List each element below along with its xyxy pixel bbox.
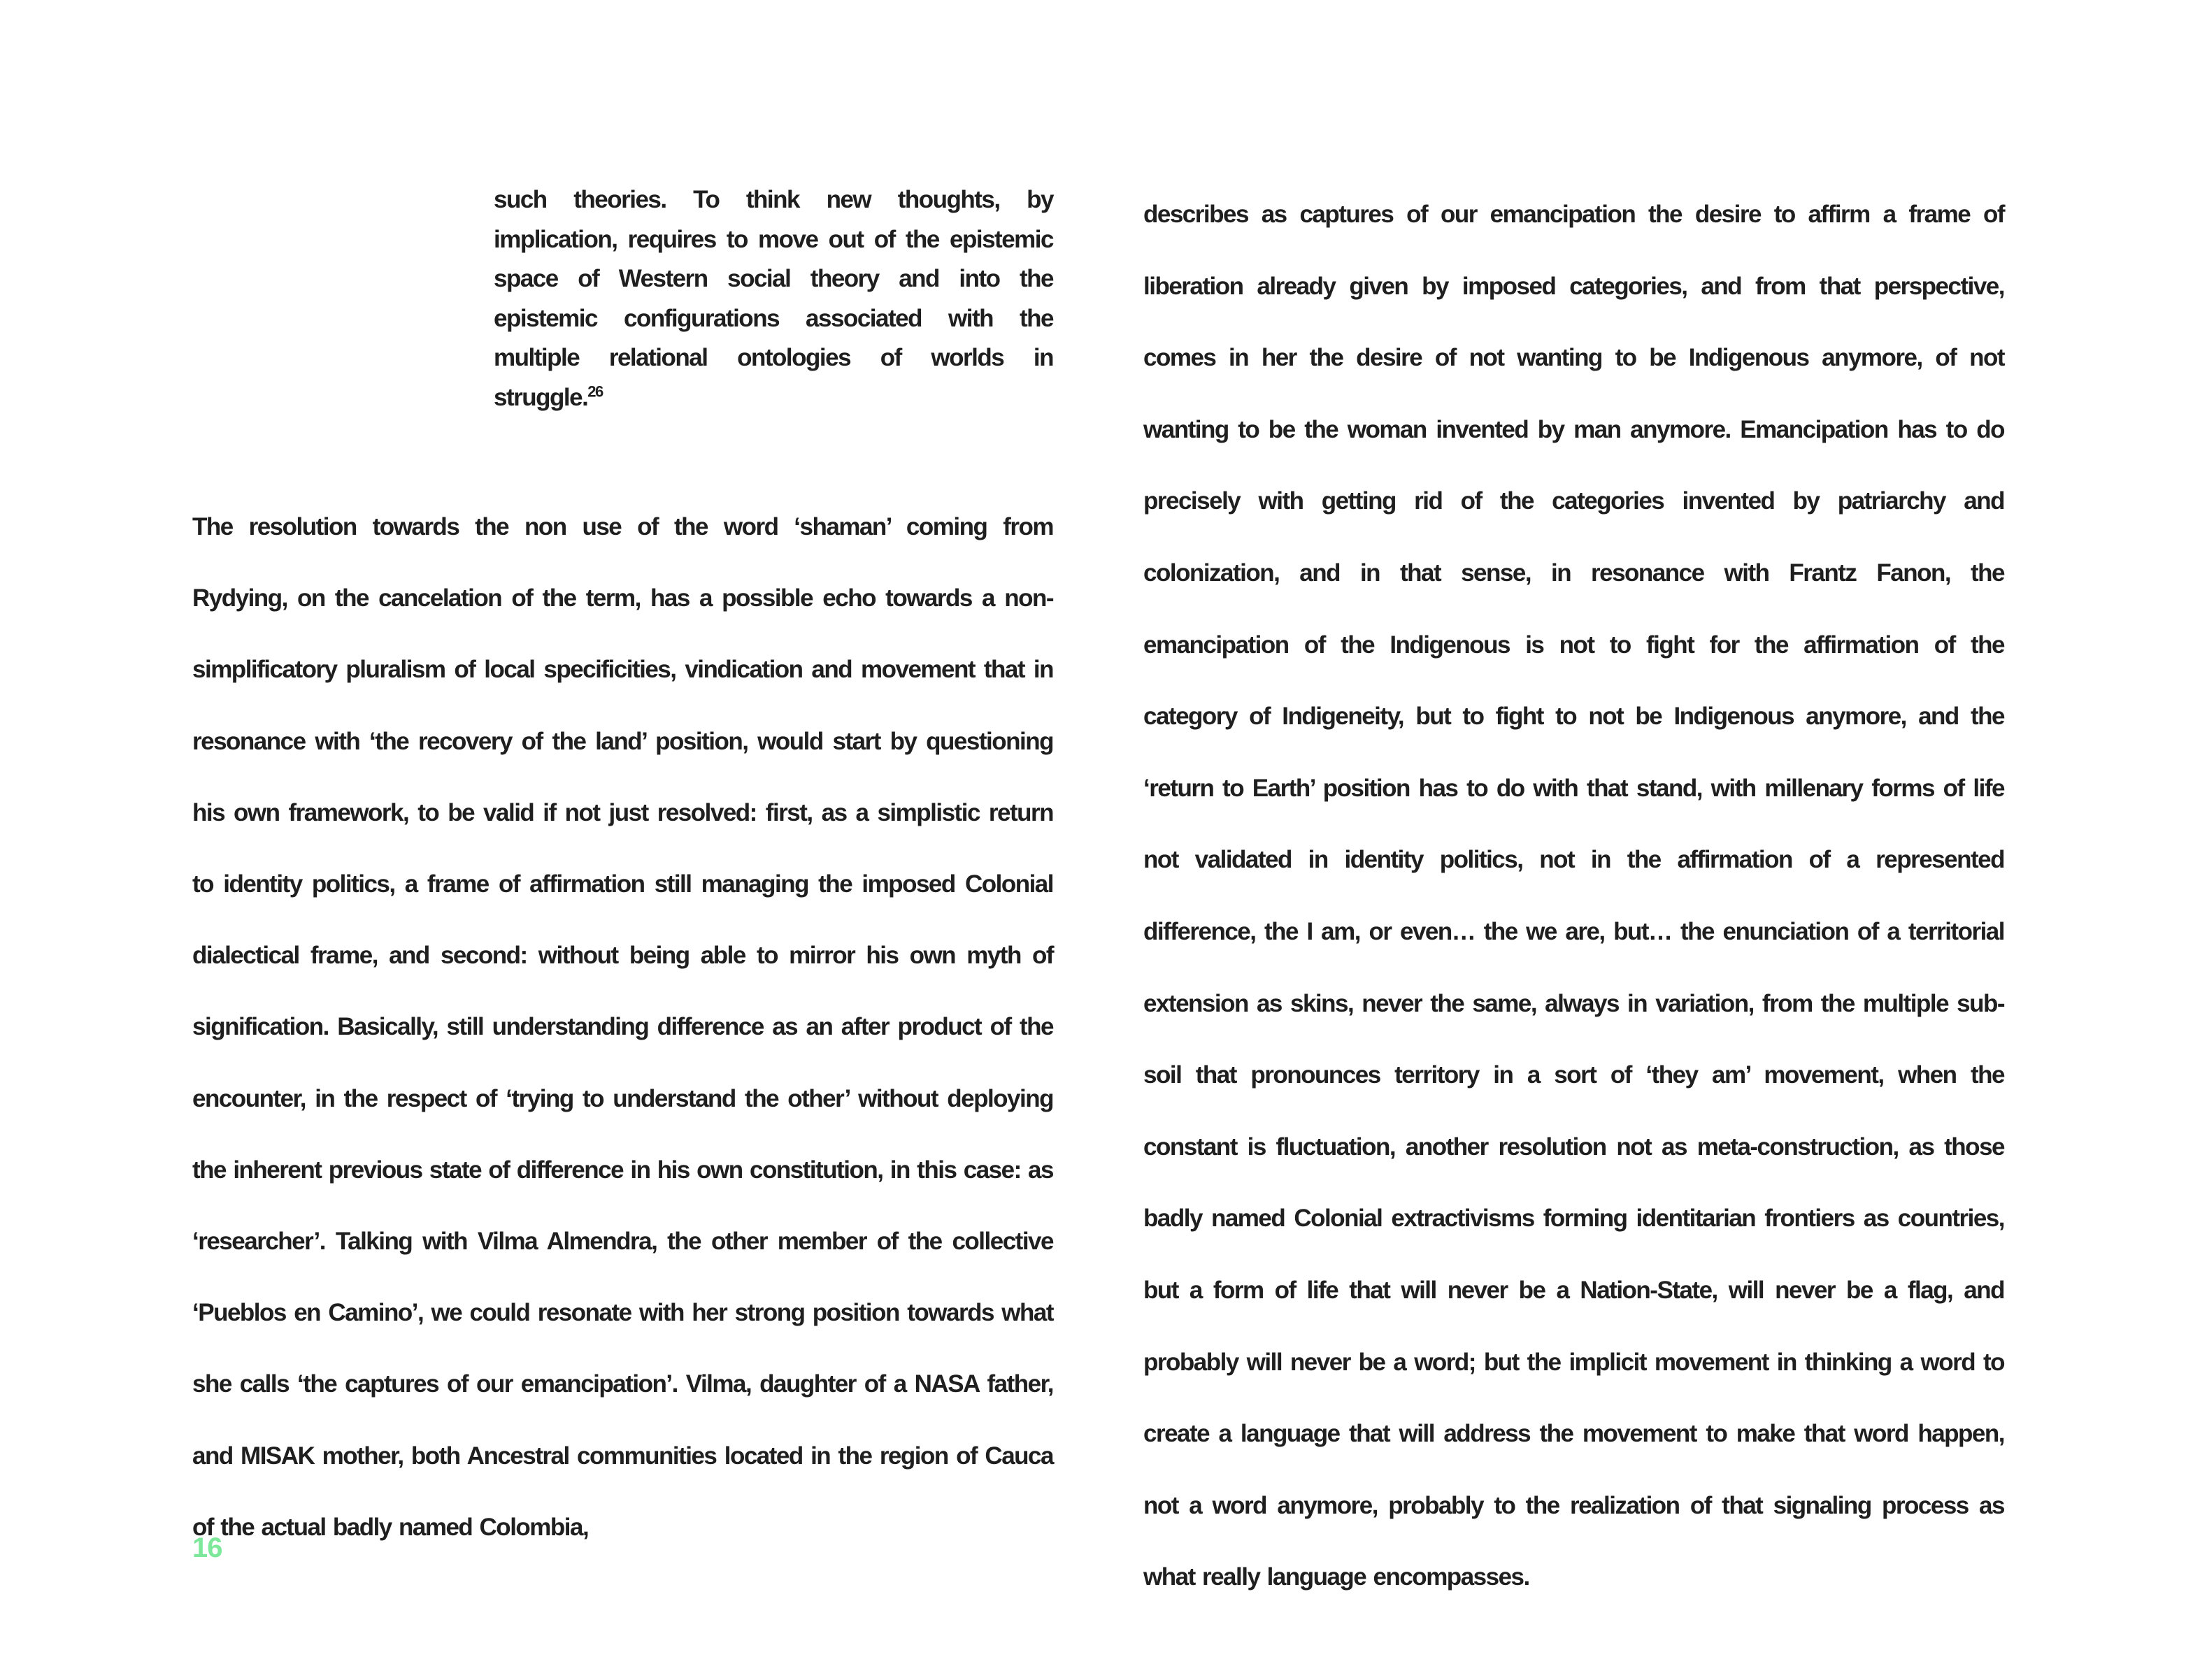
block-quote [494, 180, 1053, 417]
right-column [1143, 179, 2004, 1614]
left-column-paragraph: The resolution towards the non use of the word ‘shaman’ coming from Rydying, on the cancelation of the term, has a possible echo towards a non-simplificatory pluralism of local specificities, vindication and movement that in resonance with ‘the recovery of the land’ position, would start by questioning his own framework, to be valid if not just resolved: first, as a simplistic return to identity politics, a frame of affirmation still managing the imposed Colonial dialectical frame, and second: without being able to mirror his own myth of signification. Basically, still understanding difference as an after product of the encounter, in the respect of ‘trying to understand the other’ without deploying the inherent previous state of difference in his own constitution, in this case: as ‘researcher’. Talking with Vilma Almendra, the other member of the collective ‘Pueblos en Camino’, we could resonate with her strong position towards what she calls ‘the captures of our emancipation’. Vilma, daughter of a NASA father, and MISAK mother, both Ancestral communities located in the region of Cauca of the actual badly named Colombia, [192, 513, 1053, 1541]
left-column [192, 491, 1053, 1563]
block-quote-paragraph [494, 180, 1053, 417]
footnote-reference[interactable]: 26 [587, 382, 603, 400]
right-column-paragraph: describes as captures of our emancipation the desire to affirm a frame of liberation already given by imposed categories, and from that perspective, comes in her the desire of not wanting to be Indigenous anymore, of not wanting to be the woman invented by man anymore. Emancipation has to do precisely with getting rid of the categories invented by patriarchy and colonization, and in that sense, in resonance with Frantz Fanon, the emancipation of the Indigenous is not to fight for the affirmation of the category of Indigeneity, but to fight to not be Indigenous anymore, and the ‘return to Earth’ position has to do with that stand, with millenary forms of life not validated in identity politics, not in the affirmation of a represented difference, the I am, or even… the we are, but… the enunciation of a territorial extension as skins, never the same, always in variation, from the multiple sub-soil that pronounces territory in a sort of ‘they am’ movement, when the constant is fluctuation, another resolution not as meta-construction, as those badly named Colonial extractivisms forming identitarian frontiers as countries, but a form of life that will never be a Nation-State, will never be a flag, and probably will never be a word; but the implicit movement in thinking a word to create a language that will address the movement to make that word happen, not a word anymore, probably to the realization of that signaling process as what really language encompasses. [1143, 201, 2004, 1591]
block-quote-text: such theories. To think new thoughts, by implication, requires to move out of the epistemic space of Western social theory and into the epistemic configurations associated with the multiple relational ontologies of worlds in struggle. [494, 186, 1053, 411]
page-number: 16 [192, 1532, 222, 1563]
